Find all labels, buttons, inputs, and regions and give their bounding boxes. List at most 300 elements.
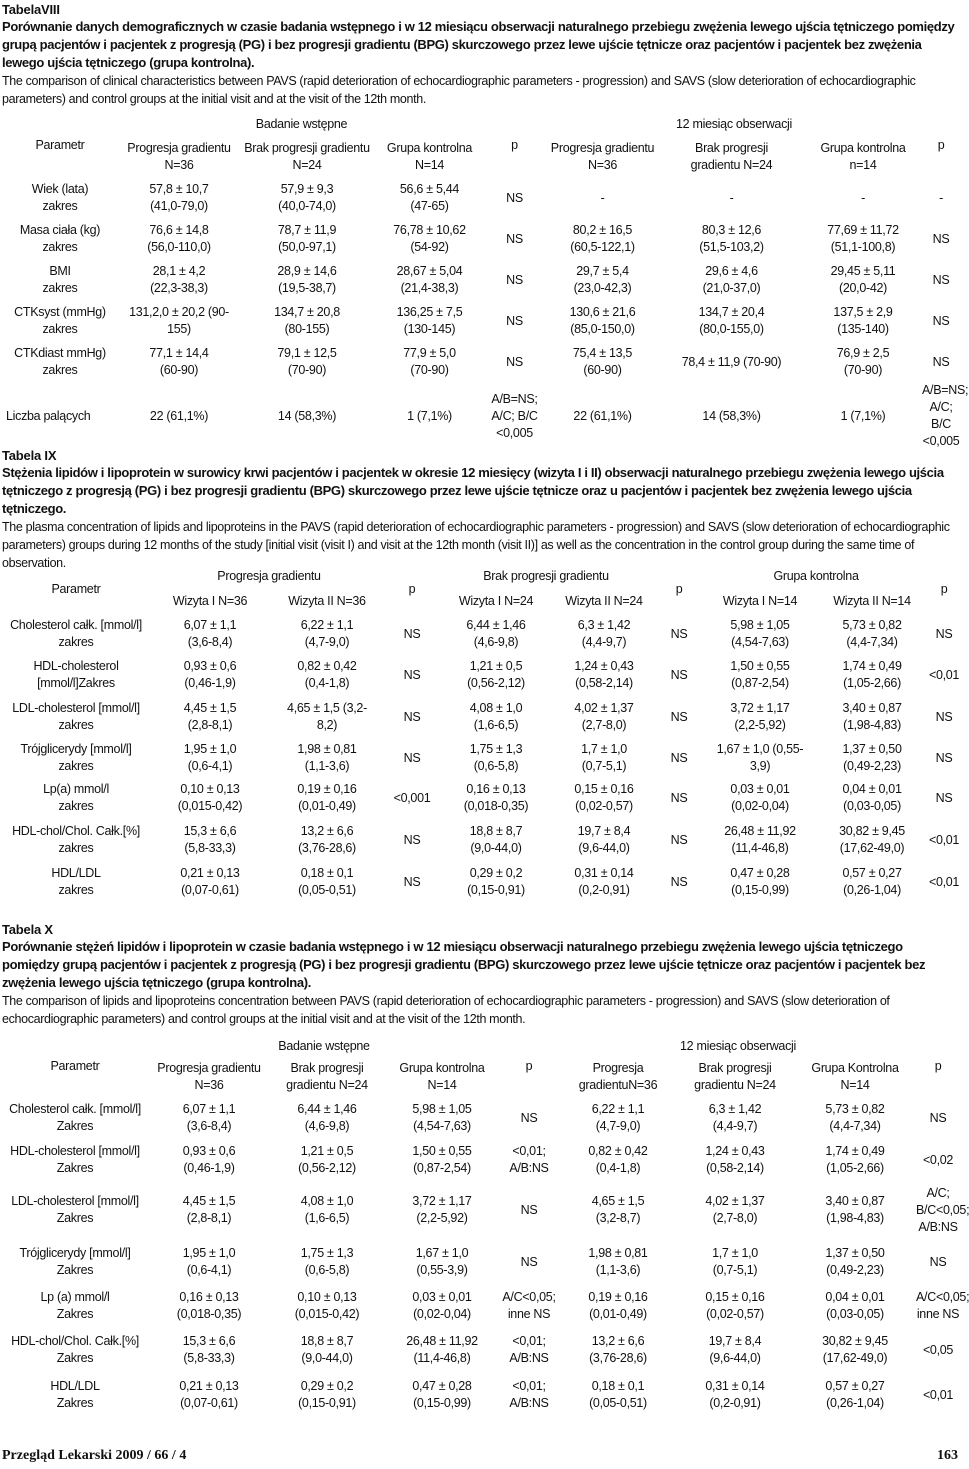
- visit-header: Wizyta I N=24: [458, 593, 534, 608]
- table-row: [0, 1139, 960, 1181]
- visit-header: Wizyta II N=14: [833, 593, 911, 608]
- data-cell-line: 6,22 ± 1,1: [591, 1102, 645, 1116]
- param-label-line: Zakres: [56, 1161, 94, 1175]
- param-label-line: Trójglicerydy [mmol/l]: [20, 742, 132, 756]
- data-cell-line: 3,72 ± 1,17: [730, 701, 790, 715]
- data-cell-line: (0,46-1,9): [184, 676, 236, 690]
- param-label-line: Masa ciała (kg): [19, 223, 101, 237]
- p-value-line: inne NS: [507, 1307, 551, 1321]
- col-header: Brak progresji gradientu N=24: [286, 1061, 368, 1092]
- data-cell-line: 30,82 ± 9,45: [822, 1334, 888, 1348]
- p-value-line: A/C<0,05;: [502, 1290, 556, 1304]
- data-cell-line: 0,16 ± 0,13: [466, 782, 526, 796]
- param-label-line: [mmol/l]Zakres: [37, 676, 115, 690]
- p-value: [654, 738, 704, 778]
- data-cell: [794, 1181, 916, 1239]
- data-cell-line: 131,2,0 ± 20,2 (90-: [129, 305, 229, 319]
- data-cell-line: 1,7 ± 1,0: [581, 742, 627, 756]
- data-cell: [376, 382, 483, 450]
- data-cell-line: 0,31 ± 0,14: [574, 866, 634, 880]
- data-cell: [554, 818, 654, 862]
- data-cell-line: (21,4-38,3): [400, 281, 459, 295]
- data-cell-line: 4,08 ± 1,0: [469, 701, 523, 715]
- data-cell: [386, 1373, 498, 1417]
- data-cell-line: (0,49-2,23): [826, 1263, 884, 1277]
- data-cell-line: (0,02-0,57): [575, 799, 633, 813]
- data-cell-line: (50,0-97,1): [278, 240, 336, 254]
- data-cell: [546, 342, 659, 382]
- data-cell: [120, 382, 238, 450]
- data-cell-line: 13,2 ± 6,6: [591, 1334, 645, 1348]
- param-label: [0, 738, 152, 778]
- data-cell-line: (70-90): [287, 363, 327, 377]
- data-cell-line: 75,4 ± 13,5: [572, 346, 633, 360]
- data-cell-line: 76,9 ± 2,5: [836, 346, 890, 360]
- data-cell-line: 1,75 ± 1,3: [469, 742, 523, 756]
- data-cell-line: 0,15 ± 0,16: [574, 782, 634, 796]
- data-cell-line: (9,0-44,0): [301, 1351, 353, 1365]
- data-cell: [560, 1327, 676, 1373]
- data-cell-line: 1,24 ± 0,43: [574, 659, 634, 673]
- data-cell: [386, 1097, 498, 1139]
- p-value: [928, 778, 960, 818]
- data-cell: [150, 1181, 268, 1239]
- data-cell-line: 6,44 ± 1,46: [297, 1102, 357, 1116]
- data-cell-line: (0,6-5,8): [304, 1263, 350, 1277]
- p-value-line: NS: [506, 190, 523, 205]
- data-cell-line: 4,45 ± 1,5: [182, 1194, 236, 1208]
- p-value-line: NS: [506, 272, 523, 287]
- data-cell-line: (1,1-3,6): [595, 1263, 641, 1277]
- data-cell: [546, 382, 659, 450]
- data-cell-line: (0,015-0,42): [177, 799, 243, 813]
- data-cell-line: (0,26-1,04): [826, 1396, 884, 1410]
- data-cell: [268, 818, 386, 862]
- data-cell: [804, 300, 922, 342]
- col-header: Progresja gradientu N=36: [157, 1061, 261, 1092]
- data-cell: [386, 1327, 498, 1373]
- data-cell-line: (60-90): [583, 363, 622, 377]
- data-cell-line: 0,19 ± 0,16: [297, 782, 357, 796]
- p-value: [483, 342, 546, 382]
- p-value-line: A/B=NS;: [491, 391, 538, 406]
- p-value: [654, 862, 704, 902]
- data-cell: [120, 260, 238, 300]
- data-cell-line: (80,0-155,0): [699, 322, 764, 336]
- p-value: [922, 218, 960, 260]
- param-label-line: zakres: [42, 240, 78, 254]
- data-cell: [804, 218, 922, 260]
- data-cell-line: 1,67 ± 1,0: [415, 1246, 469, 1260]
- data-cell-line: 3,72 ± 1,17: [412, 1194, 472, 1208]
- p-value: [922, 178, 960, 218]
- data-cell: [659, 300, 804, 342]
- p-value-line: <0,01: [928, 667, 960, 682]
- data-cell-line: 79,1 ± 12,5: [277, 346, 337, 360]
- data-cell-line: 0,10 ± 0,13: [297, 1290, 357, 1304]
- param-header: Parametr: [51, 581, 101, 596]
- table-9-title-en: The plasma concentration of lipids and lipoproteins in the PAVS (rapid deterioration of echocardiographic parameters - progression) and SAVS (slow deterioration of echocardiographic parameters) groups during 12 months of the study [initial visit (visit I) and visit at the 12th month (visit II)] as well as the concentration in the control group during the same time of observation.: [2, 520, 950, 570]
- p-value-line: NS: [670, 626, 688, 641]
- p-value: [498, 1285, 560, 1327]
- table-9: [0, 564, 960, 902]
- p-value: [386, 614, 438, 654]
- data-cell-line: (0,56-2,12): [467, 676, 525, 690]
- data-cell-line: 8,2): [316, 718, 338, 732]
- data-cell: [376, 342, 483, 382]
- table-row: [0, 1327, 960, 1373]
- data-cell: [804, 342, 922, 382]
- data-cell: [386, 1181, 498, 1239]
- data-cell-line: 29,7 ± 5,4: [576, 264, 629, 278]
- data-cell: [560, 1139, 676, 1181]
- data-cell: [704, 818, 816, 862]
- data-cell-line: (5,8-33,3): [184, 841, 236, 855]
- col-header: Progresja gradientu N=36: [127, 141, 231, 172]
- p-value: [922, 260, 960, 300]
- col-header: Brak progresji gradientu N=24: [690, 141, 773, 172]
- data-cell-line: 29,6 ± 4,6: [705, 264, 758, 278]
- param-label-line: HDL-chol/Chol. Całk.[%]: [11, 1334, 139, 1348]
- data-cell-line: 1,98 ± 0,81: [588, 1246, 648, 1260]
- data-cell: [704, 696, 816, 738]
- data-cell-line: -: [861, 190, 865, 205]
- param-label-line: zakres: [58, 883, 94, 897]
- p-value-line: <0,01: [928, 874, 960, 889]
- data-cell: [816, 614, 928, 654]
- data-cell-line: (2,7-8,0): [712, 1211, 758, 1225]
- p-header: p: [675, 581, 683, 596]
- data-cell: [438, 862, 554, 902]
- data-cell-line: (60-90): [159, 363, 199, 377]
- p-value-line: A/B:NS: [509, 1351, 549, 1365]
- data-cell-line: 1,75 ± 1,3: [300, 1246, 354, 1260]
- p-value-line: NS: [929, 1254, 947, 1269]
- data-cell: [386, 1239, 498, 1285]
- table-9-title-pl: Stężenia lipidów i lipoprotein w surowicy krwi pacjentów i pacjentek w okresie 12 miesięcy (wizyta I i II) obserwacji naturalnego przebiegu zwężenia lewego ujścia tętniczego z progresją (PG) i bez progresji gradientu (BPG) skurczowego przez lewe ujście tętnicze oraz u pacjentów i pacjentek bez zwężenia lewego ujścia tętniczego.: [2, 465, 944, 516]
- col-header: Brak progresji gradientu N=24: [244, 141, 370, 172]
- param-label: [0, 614, 152, 654]
- data-cell-line: (0,26-1,04): [843, 883, 901, 897]
- data-cell-line: 0,15 ± 0,16: [705, 1290, 765, 1304]
- data-cell-line: (4,4-9,7): [581, 635, 627, 649]
- data-cell-line: (0,49-2,23): [843, 759, 901, 773]
- data-cell-line: 26,48 ± 11,92: [406, 1334, 478, 1348]
- p-value: [386, 778, 438, 818]
- data-cell-line: (2,2-5,92): [416, 1211, 468, 1225]
- table-row: [0, 738, 960, 778]
- data-cell-line: (0,02-0,04): [731, 799, 789, 813]
- data-cell-line: (0,15-0,91): [298, 1396, 356, 1410]
- data-cell-line: (3,6-8,4): [186, 1119, 232, 1133]
- data-cell: [238, 300, 376, 342]
- param-label-line: LDL-cholesterol [mmol/l]: [11, 1194, 139, 1208]
- data-cell-line: (4,4-7,34): [846, 635, 898, 649]
- data-cell-line: 0,29 ± 0,2: [300, 1379, 354, 1393]
- p-value-line: NS: [935, 750, 953, 765]
- param-label-line: Cholesterol całk. [mmol/l]: [9, 1102, 141, 1116]
- table-8: [0, 112, 969, 450]
- data-cell-line: (1,1-3,6): [304, 759, 350, 773]
- p-value-line: A/B=NS;: [922, 383, 969, 397]
- data-cell-line: 0,03 ± 0,01: [730, 782, 790, 796]
- data-cell-line: 1,7 ± 1,0: [712, 1246, 758, 1260]
- data-cell-line: (3,2-8,7): [595, 1211, 641, 1225]
- table-8-section: [0, 2, 960, 108]
- table-row: [0, 1285, 960, 1327]
- data-cell: [268, 862, 386, 902]
- data-cell-line: 6,07 ± 1,1: [183, 618, 237, 632]
- table-8-title-pl: Porównanie danych demograficznych w czasie badania wstępnego i w 12 miesiącu obserwacji naturalnego przebiegu zwężenia lewego ujścia tętniczego pomiędzy grupą pacjentów i pacjentek z progresją (PG) i bez progresji gradientu (BPG) skurczowego przez lewe ujście tętnicze oraz pacjentów i pacjentek bez zwężenia lewego ujścia tętniczego (grupa kontrolna).: [2, 19, 955, 70]
- data-cell: [804, 260, 922, 300]
- table-9-section: [0, 448, 960, 572]
- param-label-line: zakres: [58, 718, 94, 732]
- data-cell-line: (0,46-1,9): [183, 1161, 235, 1175]
- data-cell-line: 1,95 ± 1,0: [183, 742, 237, 756]
- data-cell-line: (70-90): [843, 363, 883, 377]
- p-value: [916, 1097, 960, 1139]
- p-value: [483, 382, 546, 450]
- data-cell: [554, 654, 654, 696]
- table-8-label: TabelaVIII: [2, 2, 60, 17]
- data-cell-line: (4,54-7,63): [413, 1119, 471, 1133]
- p-value-line: <0,01;: [512, 1144, 546, 1158]
- data-cell-line: 0,29 ± 0,2: [469, 866, 523, 880]
- param-label-line: Zakres: [56, 1119, 94, 1133]
- data-cell: [804, 382, 922, 450]
- data-cell: [438, 654, 554, 696]
- col-header: Progresja gradientuN=36: [578, 1061, 658, 1092]
- data-cell-line: (0,6-4,1): [187, 759, 233, 773]
- data-cell-line: (130-145): [403, 322, 456, 336]
- data-cell-line: 137,5 ± 2,9: [833, 305, 893, 319]
- col-header: Grupa kontrolna n=14: [820, 141, 906, 172]
- p-value: [916, 1327, 960, 1373]
- p-value: [916, 1239, 960, 1285]
- data-cell: [560, 1373, 676, 1417]
- data-cell-line: 1,74 ± 0,49: [842, 659, 902, 673]
- p-value-line: NS: [520, 1202, 538, 1217]
- p-value-line: <0,005: [922, 434, 960, 448]
- p-value-line: NS: [670, 750, 688, 765]
- data-cell-line: (0,15-0,99): [413, 1396, 471, 1410]
- visit-header: Wizyta I N=14: [722, 593, 798, 608]
- p-value-line: NS: [403, 667, 421, 682]
- data-cell: [268, 1373, 386, 1417]
- data-cell-line: (1,98-4,83): [843, 718, 901, 732]
- data-cell-line: (4,7-9,0): [304, 635, 350, 649]
- data-cell-line: 4,02 ± 1,37: [705, 1194, 765, 1208]
- data-cell-line: (80-155): [284, 322, 330, 336]
- table-10: [0, 1035, 969, 1417]
- data-cell: [794, 1139, 916, 1181]
- table-row: [0, 218, 960, 260]
- data-cell: [816, 654, 928, 696]
- data-cell-line: (0,07-0,61): [180, 1396, 238, 1410]
- data-cell-line: 1,37 ± 0,50: [842, 742, 902, 756]
- data-cell-line: 56,6 ± 5,44: [399, 182, 460, 196]
- p-value: [916, 1373, 960, 1417]
- p-value: [386, 862, 438, 902]
- param-header: Parametr: [35, 137, 85, 152]
- data-cell-line: (47-65): [410, 199, 449, 213]
- p-value: [916, 1139, 960, 1181]
- data-cell-line: (0,7-5,1): [581, 759, 627, 773]
- visit-header: Wizyta I N=36: [172, 593, 248, 608]
- journal-name: Przegląd Lekarski 2009 / 66 / 4: [2, 1448, 187, 1463]
- data-cell: [554, 738, 654, 778]
- data-cell-line: 0,16 ± 0,13: [179, 1290, 239, 1304]
- data-cell-line: 26,48 ± 11,92: [724, 824, 796, 838]
- data-cell-line: (40,0-74,0): [278, 199, 336, 213]
- data-cell: [238, 382, 376, 450]
- col-header: Grupa Kontrolna N=14: [811, 1061, 899, 1092]
- data-cell: [386, 1139, 498, 1181]
- data-cell-line: (2,2-5,92): [734, 718, 786, 732]
- data-cell: [676, 1327, 794, 1373]
- table-row: [0, 1181, 960, 1239]
- group-header: Brak progresji gradientu: [483, 568, 609, 583]
- param-label-line: CTKsyst (mmHg): [14, 305, 106, 319]
- p-value-line: A/B:NS: [509, 1396, 549, 1410]
- data-cell-line: 0,93 ± 0,6: [182, 1144, 236, 1158]
- data-cell-line: 3,9): [749, 759, 771, 773]
- data-cell: [120, 218, 238, 260]
- data-cell: [438, 614, 554, 654]
- data-cell: [152, 614, 268, 654]
- param-label-line: Lp (a) mmol/l: [40, 1290, 110, 1304]
- data-cell-line: 0,82 ± 0,42: [297, 659, 357, 673]
- param-label-line: Zakres: [56, 1351, 94, 1365]
- data-cell-line: 1 (7,1%): [407, 408, 452, 423]
- data-cell-line: 1,74 ± 0,49: [825, 1144, 885, 1158]
- data-cell-line: 80,2 ± 16,5: [572, 223, 633, 237]
- data-cell: [794, 1097, 916, 1139]
- data-cell: [268, 614, 386, 654]
- data-cell: [546, 300, 659, 342]
- data-cell-line: 57,9 ± 9,3: [280, 182, 334, 196]
- table-row: [0, 696, 960, 738]
- data-cell: [150, 1097, 268, 1139]
- param-label-line: zakres: [58, 799, 94, 813]
- col-header: Progresja gradientu N=36: [550, 141, 655, 172]
- p-value: [654, 818, 704, 862]
- table-row: [0, 862, 960, 902]
- param-label: [0, 1239, 150, 1285]
- p-value: [386, 738, 438, 778]
- p-value-line: NS: [506, 354, 523, 369]
- param-label-line: Cholesterol całk. [mmol/l]: [10, 618, 142, 632]
- p-value: [928, 614, 960, 654]
- param-label: [0, 260, 120, 300]
- data-cell-line: (2,8-8,1): [187, 718, 233, 732]
- data-cell-line: 28,9 ± 14,6: [277, 264, 337, 278]
- param-label-line: zakres: [58, 841, 94, 855]
- group-header-12m: 12 miesiąc obserwacji: [676, 116, 792, 131]
- param-label-line: Zakres: [56, 1263, 94, 1277]
- p-value-line: <0,01;: [512, 1379, 546, 1393]
- data-cell: [704, 654, 816, 696]
- data-cell-line: (5,8-33,3): [183, 1351, 235, 1365]
- p-value-line: NS: [935, 626, 953, 641]
- data-cell: [546, 178, 659, 218]
- data-cell: [268, 1285, 386, 1327]
- data-cell-line: (1,98-4,83): [826, 1211, 884, 1225]
- data-cell-line: 1,95 ± 1,0: [182, 1246, 236, 1260]
- data-cell-line: (0,05-0,51): [589, 1396, 647, 1410]
- param-label: [0, 1139, 150, 1181]
- data-cell-line: (3,76-28,6): [589, 1351, 647, 1365]
- table-8-title-en: The comparison of clinical characteristics between PAVS (rapid deterioration of echocardiographic parameters - progression) and SAVS (slow deterioration of echocardiographic parameters) and control groups at the initial visit and at the visit of the 12th month.: [2, 74, 916, 106]
- data-cell-line: 1,50 ± 0,55: [412, 1144, 472, 1158]
- p-value: [928, 862, 960, 902]
- table-row: [0, 818, 960, 862]
- data-cell-line: 0,21 ± 0,13: [179, 1379, 239, 1393]
- data-cell-line: 0,04 ± 0,01: [825, 1290, 885, 1304]
- p-value-line: NS: [520, 1110, 538, 1125]
- p-value-line: <0,01: [922, 1387, 954, 1402]
- data-cell-line: 0,21 ± 0,13: [180, 866, 240, 880]
- p-value-line: NS: [506, 231, 523, 246]
- page-number: 163: [937, 1448, 958, 1463]
- data-cell: [676, 1373, 794, 1417]
- data-cell-line: 78,4 ± 11,9 (70-90): [681, 354, 782, 369]
- data-cell: [150, 1327, 268, 1373]
- param-label-line: Trójglicerydy [mmol/l]: [19, 1246, 131, 1260]
- data-cell-line: (0,02-0,57): [706, 1307, 764, 1321]
- p-value: [928, 654, 960, 696]
- data-cell-line: 28,1 ± 4,2: [152, 264, 206, 278]
- param-label-line: zakres: [42, 199, 78, 213]
- data-cell-line: 6,07 ± 1,1: [182, 1102, 236, 1116]
- param-label-line: HDL-cholesterol [mmol/l]: [10, 1144, 140, 1158]
- p-value: [386, 654, 438, 696]
- p-value-line: NS: [932, 354, 950, 369]
- param-label-line: BMI: [49, 264, 71, 278]
- data-cell-line: 6,44 ± 1,46: [466, 618, 526, 632]
- data-cell-line: (60,5-122,1): [570, 240, 635, 254]
- data-cell-line: (0,2-0,91): [709, 1396, 761, 1410]
- table-row: [0, 778, 960, 818]
- data-cell: [554, 696, 654, 738]
- data-cell-line: 80,3 ± 12,6: [701, 223, 762, 237]
- data-cell: [438, 778, 554, 818]
- param-label-line: HDL-chol/Chol. Całk.[%]: [12, 824, 140, 838]
- data-cell-line: 0,04 ± 0,01: [842, 782, 902, 796]
- data-cell: [376, 178, 483, 218]
- param-label: [0, 862, 152, 902]
- data-cell-line: (0,07-0,61): [181, 883, 239, 897]
- group-header-initial: Badanie wstępne: [255, 116, 348, 131]
- data-cell-line: (70-90): [410, 363, 449, 377]
- data-cell-line: (0,2-0,91): [578, 883, 630, 897]
- group-header-12m: 12 miesiąc obserwacji: [680, 1038, 796, 1053]
- data-cell-line: (0,018-0,35): [463, 799, 529, 813]
- p-value-line: NS: [403, 709, 421, 724]
- data-cell-line: (0,03-0,05): [826, 1307, 884, 1321]
- p-value-line: <0,01;: [512, 1334, 546, 1348]
- p-header: p: [937, 137, 945, 152]
- data-cell-line: 4,45 ± 1,5: [183, 701, 237, 715]
- table-row: [0, 1239, 960, 1285]
- p-value: [386, 696, 438, 738]
- data-cell: [268, 654, 386, 696]
- p-value-line: <0,02: [922, 1152, 954, 1167]
- data-cell-line: 76,6 ± 14,8: [149, 223, 209, 237]
- data-cell-line: 130,6 ± 21,6: [569, 305, 636, 319]
- data-cell-line: 1,67 ± 1,0 (0,55-: [716, 742, 804, 756]
- data-cell-line: 4,08 ± 1,0: [300, 1194, 354, 1208]
